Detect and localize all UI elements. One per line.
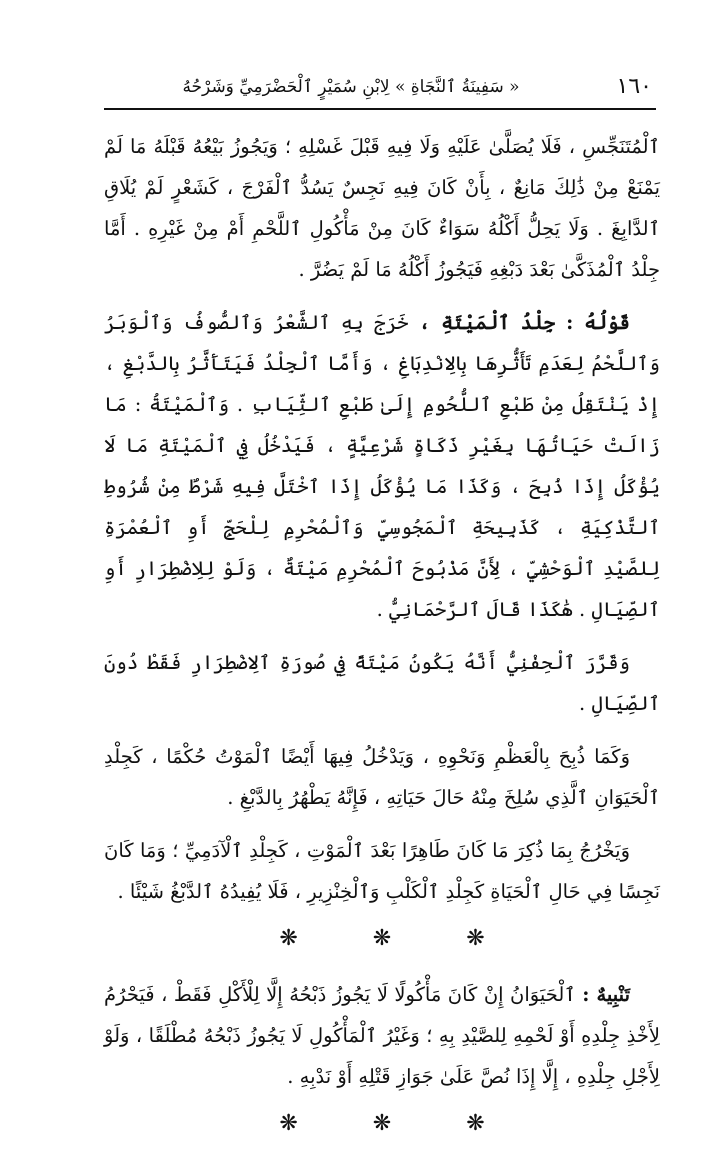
- commentary-lemma: قَوْلُهُ : جِلْدُ ٱلْمَيْتَةِ ،: [418, 311, 630, 334]
- paragraph-text: ٱلْمُتَنَجِّسِ ، فَلَا يُصَلَّىٰ عَلَيْهِ وَلَا فِيهِ قَبْلَ غَسْلِهِ ؛ وَيَجُوزُ بَيْعُهُ قَبْلَهُ مَا لَمْ يَمْنَعْ مِنْ ذَٰلِكَ مَانِعٌ ، بِأَنْ كَانَ فِيهِ نَجِسٌ يَسُدُّ ٱلْفَرْجَ ، كَشَعْرٍ لَمْ يُلَاقِ ٱلدَّابِغَ . وَلَا يَحِلُّ أَكْلُهُ سَوَاءٌ كَانَ مِنْ مَأْكُولِ ٱللَّحْمِ أَمْ مِنْ غَيْرِهِ . أَمَّا جِلْدُ ٱلْمُذَكَّىٰ بَعْدَ دَبْغِهِ فَيَجُوزُ أَكْلُهُ مَا لَمْ يَضُرَّ .: [104, 135, 660, 281]
- page-body: [104, 126, 660, 1159]
- paragraph-text: وَيَخْرُجُ بِمَا ذُكِرَ مَا كَانَ طَاهِرًا بَعْدَ ٱلْمَوْتِ ، كَجِلْدِ ٱلْآدَمِيِّ ؛ وَمَا كَانَ نَجِسًا فِي حَالِ ٱلْحَيَاةِ كَجِلْدِ ٱلْكَلْبِ وَٱلْخِنْزِيرِ ، فَلَا يُفِيدُهُ ٱلدَّبْغُ شَيْئًا .: [104, 839, 660, 903]
- note-paragraph: [104, 974, 660, 1097]
- paragraph: [104, 736, 660, 818]
- paragraph-text: وَكَمَا ذُبِحَ بِالْعَظْمِ وَنَحْوِهِ ، وَيَدْخُلُ فِيهَا أَيْضًا ٱلْمَوْتُ حُكْمًا ، كَجِلْدِ ٱلْحَيَوَانِ ٱلَّذِي سُلِخَ مِنْهُ حَالَ حَيَاتِهِ ، فَإِنَّهُ يَطْهُرُ بِالدَّبْغِ .: [104, 745, 660, 809]
- asterism-mark: ❋: [372, 926, 392, 951]
- asterism-mark: ❋: [372, 1111, 392, 1136]
- asterism-mark: ❋: [466, 926, 485, 951]
- end-divider: [104, 1109, 660, 1139]
- page-header: [104, 72, 656, 110]
- paragraph-text: خَرَجَ بِهِ ٱلشَّعْرُ وَٱلصُّوفُ وَٱلْوَبَرُ وَٱللَّحْمُ لِعَدَمِ تَأَثُّرِهَا بِالِانْدِبَاغِ ، وَأَمَّا ٱلْجِلْدُ فَيَتَأَثَّرُ بِالدَّبْغِ ، إِذْ يَنْتَقِلُ مِنْ طَبْعِ ٱللُّحُومِ إِلَىٰ طَبْعِ ٱلثِّيَابِ . وَٱلْمَيْتَةُ : مَا زَالَتْ حَيَاتُهَا بِغَيْرِ ذَكَاةٍ شَرْعِيَّةٍ ، فَيَدْخُلُ فِي ٱلْمَيْتَةِ مَا لَا يُؤْكَلُ إِذَا ذُبِحَ ، وَكَذَا مَا يُؤْكَلُ إِذَا ٱخْتَلَّ فِيهِ شَرْطٌ مِنْ شُرُوطِ ٱلتَّذْكِيَةِ ، كَذَبِيحَةِ ٱلْمَجُوسِيِّ وَٱلْمُحْرِمِ لِلْحَجِّ أَوِ ٱلْعُمْرَةِ لِلصَّيْدِ ٱلْوَحْشِيِّ ، لِأَنَّ مَذْبُوحَ ٱلْمُحْرِمِ مَيْتَةٌ ، وَلَوْ لِلِاضْطِرَارِ أَوِ ٱلصِّيَالِ . هَٰكَذَا قَالَ ٱلرَّحْمَانِيُّ .: [104, 311, 660, 621]
- paragraph-text: وَقَرَّرَ ٱلْحِفْنِيُّ أَنَّهُ يَكُونُ مَيْتَةً فِي صُورَةِ ٱلِاضْطِرَارِ فَقَطْ دُونَ ٱلصِّيَالِ .: [104, 651, 660, 715]
- page-number: ١٦٠: [616, 74, 652, 99]
- paragraph: [104, 126, 660, 290]
- section-divider: [104, 924, 660, 954]
- paragraph: [104, 830, 660, 912]
- asterism-mark: ❋: [279, 1111, 298, 1136]
- note-text: ٱلْحَيَوَانُ إِنْ كَانَ مَأْكُولًا لَا يَجُوزُ ذَبْحُهُ إِلَّا لِلْأَكْلِ فَقَطْ ، فَيَحْرُمُ لِأَخْذِ جِلْدِهِ أَوْ لَحْمِهِ لِلصَّيْدِ بِهِ ؛ وَغَيْرُ ٱلْمَأْكُولِ لَا يَجُوزُ ذَبْحُهُ مُطْلَقًا ، وَلَوْ لِأَجْلِ جِلْدِهِ ، إِلَّا إِذَا نُصَّ عَلَىٰ جَوَازِ قَتْلِهِ أَوْ نَدْبِهِ .: [104, 983, 660, 1088]
- asterism-mark: ❋: [466, 1111, 485, 1136]
- note-label: تَنْبِيهٌ :: [582, 983, 630, 1006]
- asterism-mark: ❋: [279, 926, 298, 951]
- running-title: « سَفِينَةُ ٱلنَّجَاةِ » لِابْنِ سُمَيْرٍ ٱلْحَضْرَمِيِّ وَشَرْحُهُ: [182, 77, 520, 97]
- paragraph: [104, 302, 660, 630]
- paragraph: [104, 642, 660, 724]
